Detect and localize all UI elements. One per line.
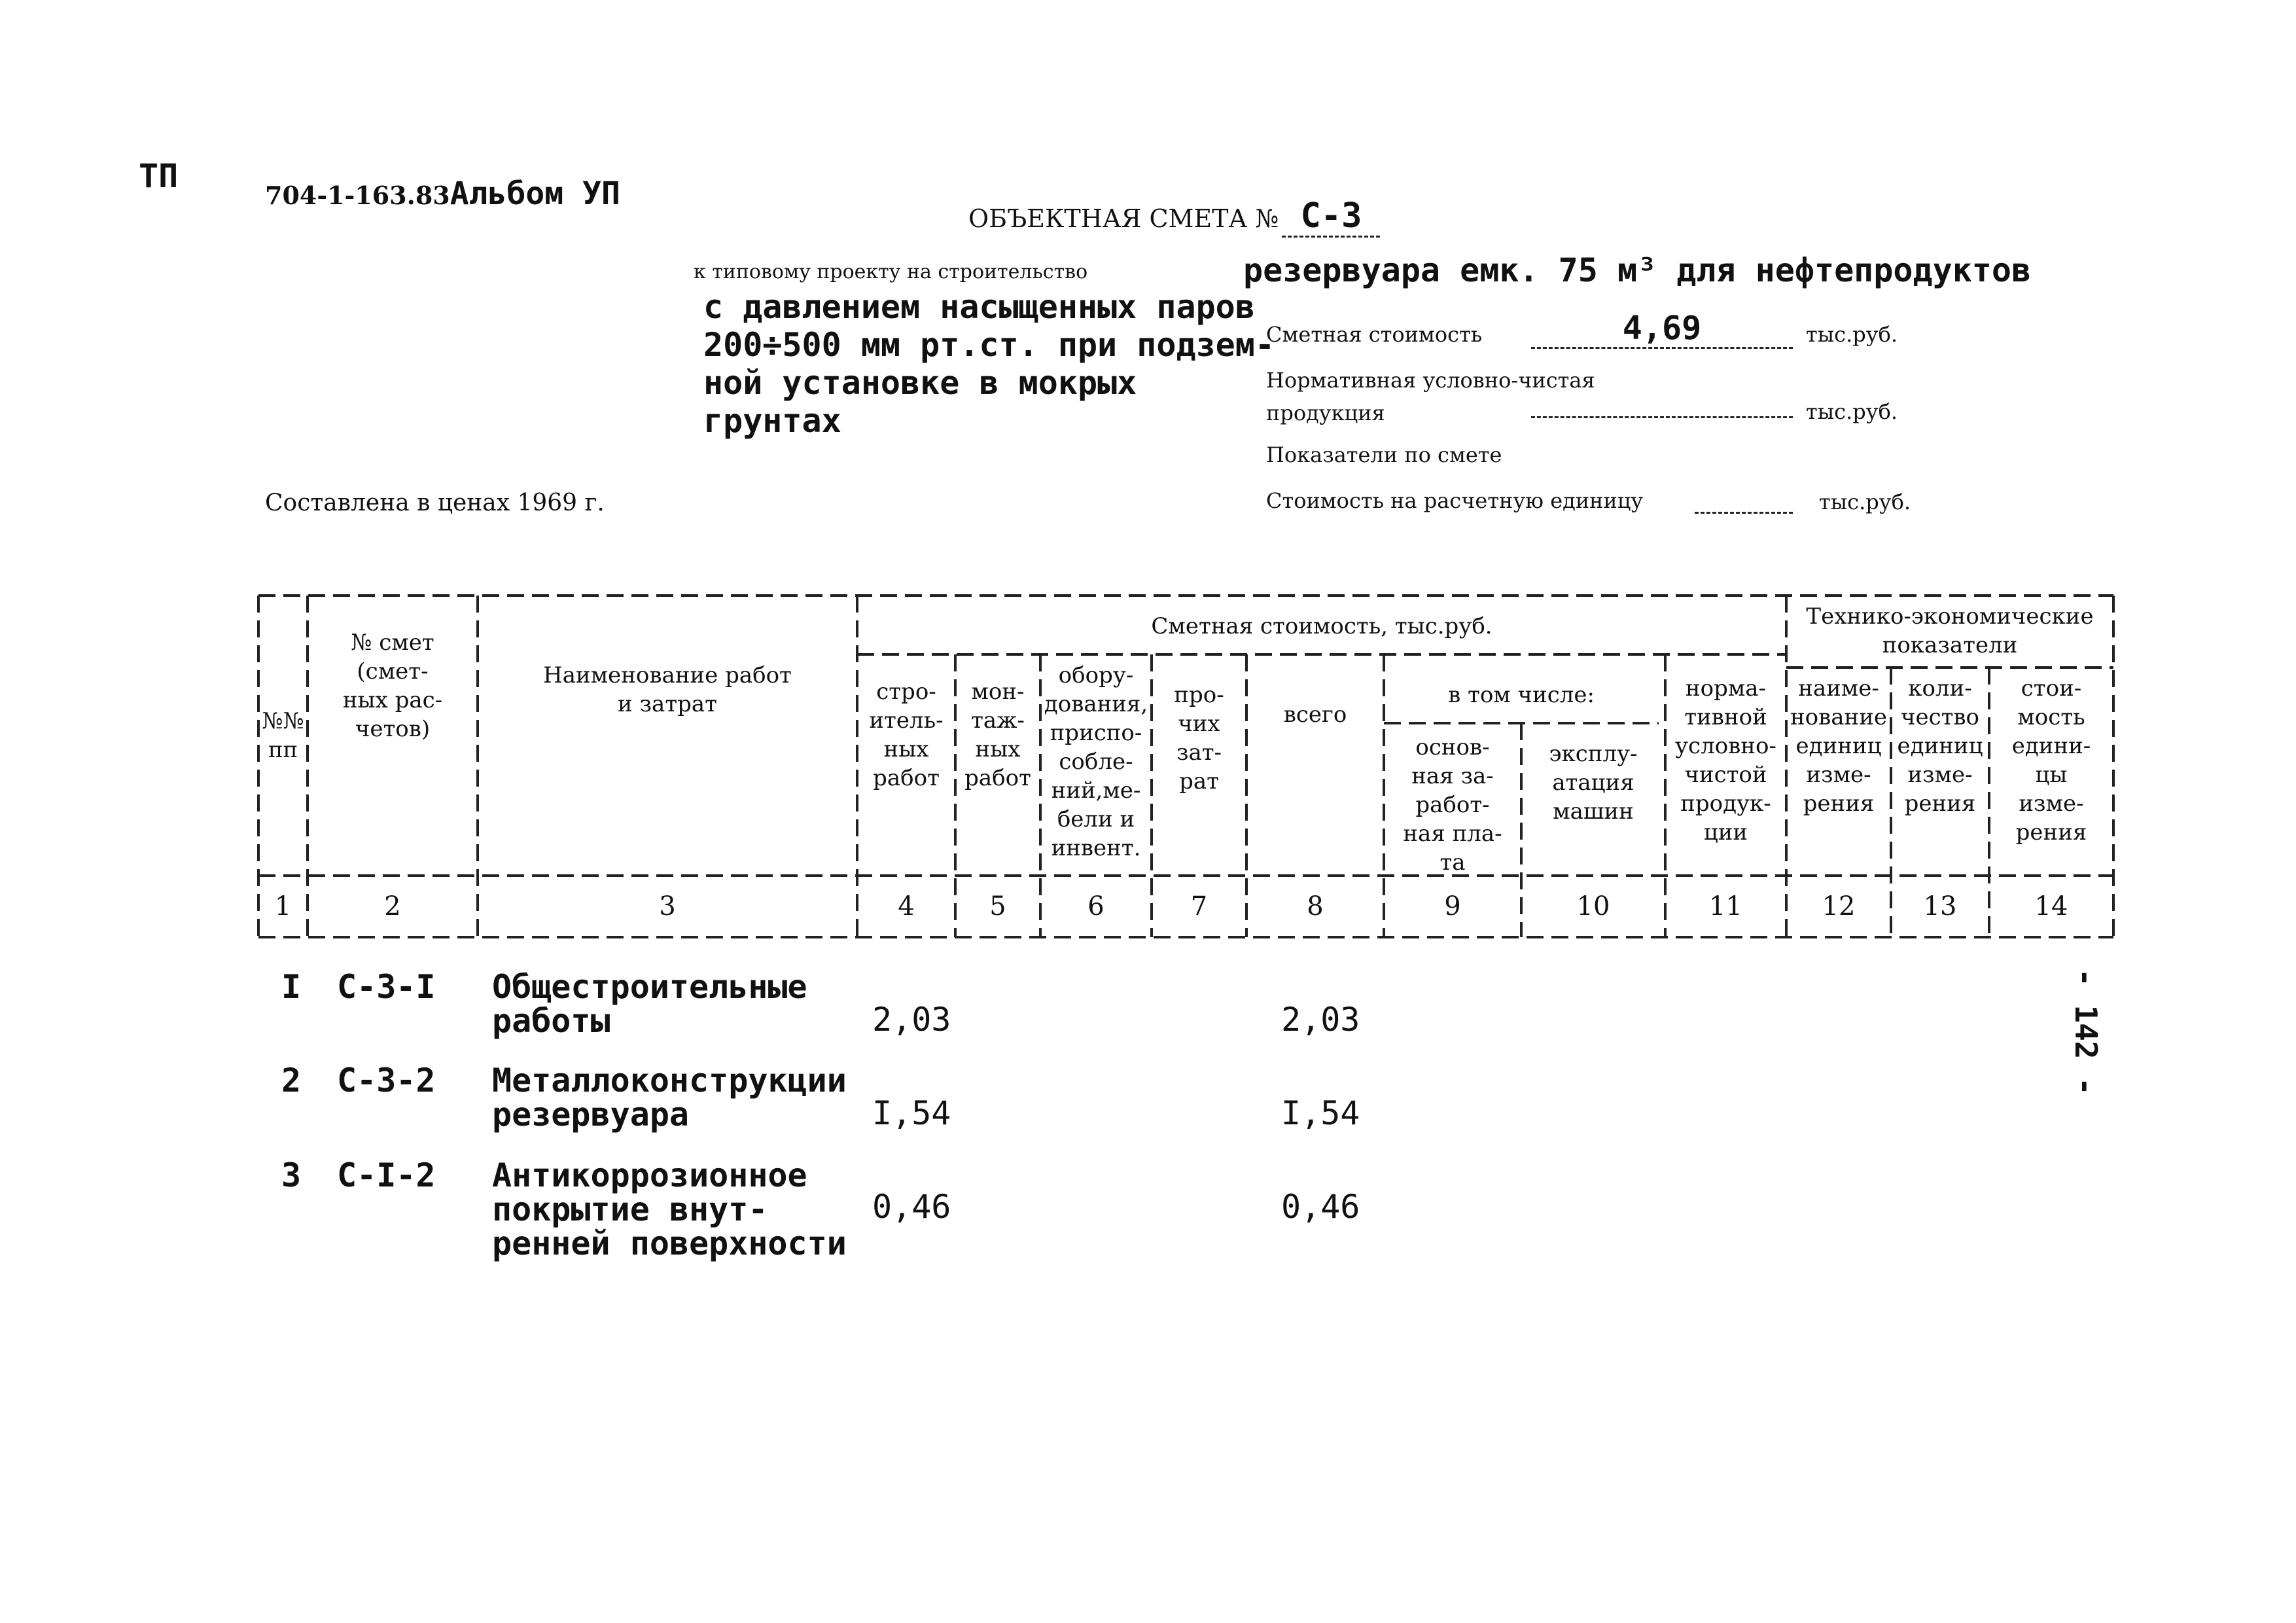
cost-value: 4,69 (1531, 309, 1793, 349)
col-header-10: эксплу- атация машин (1549, 741, 1638, 825)
smeta-number: С-3 (1282, 196, 1380, 238)
col-header-7: про- чих зат- рат (1174, 682, 1224, 794)
col-header-8: всего (1283, 702, 1347, 728)
row-name: Общестроительные работы (492, 968, 807, 1040)
indicators-label: Показатели по смете (1266, 442, 1502, 467)
group-header-tech: Технико-экономические показатели (1806, 603, 2094, 658)
row-name: Металлоконструкции резервуара (492, 1061, 847, 1133)
page-number: - 142 - (2068, 969, 2104, 1096)
col-header-13: коли- чество единиц изме- рения (1897, 675, 1983, 817)
col-header-6: обору- дования, приспо- собле- ний,ме- бели и инвент. (1044, 662, 1148, 861)
unit-cost-label: Стоимость на расчетную единицу (1266, 488, 1644, 513)
col-number: 3 (659, 891, 676, 921)
row-total: 2,03 (1281, 1001, 1360, 1039)
row-construction-cost: I,54 (872, 1094, 951, 1132)
col-header-5: мон- таж- ных работ (964, 679, 1031, 791)
row-name: Антикоррозионное покрытие внут- ренней поверхности (492, 1156, 847, 1262)
col-number: 5 (989, 891, 1006, 921)
col-header-1: №№ пп (262, 708, 304, 763)
object-description: с давлением насыщенных паров 200÷500 мм рт.ст. при подзем- ной установке в мокрых грунтах (703, 288, 1275, 440)
col-number: 12 (1822, 891, 1856, 921)
row-construction-cost: 2,03 (872, 1001, 951, 1039)
col-header-14: стои- мость едини- цы изме- рения (2011, 675, 2091, 846)
col-number: 8 (1307, 891, 1324, 921)
col-number: 7 (1190, 891, 1208, 921)
col-number: 14 (2034, 891, 2068, 921)
normative-unit: тыс.руб. (1806, 399, 1898, 424)
album-label: Альбом УП (450, 175, 620, 212)
cost-unit: тыс.руб. (1806, 322, 1898, 347)
prices-year: Составлена в ценах 1969 г. (265, 490, 605, 516)
col-header-2: № смет (смет- ных рас- четов) (342, 630, 443, 742)
cost-label: Сметная стоимость (1266, 322, 1483, 347)
col-number: 10 (1576, 891, 1610, 921)
col-number: 4 (898, 891, 915, 921)
doc-marker: ТП (139, 157, 179, 195)
row-total: I,54 (1281, 1094, 1360, 1132)
to-project-label: к типовому проекту на строительство (694, 260, 1088, 283)
group-header-cost: Сметная стоимость, тыс.руб. (1151, 613, 1492, 639)
col-header-11: норма- тивной условно- чистой продук- ции (1675, 675, 1776, 846)
col-header-12: наиме- нование единиц изме- рения (1790, 675, 1887, 817)
col-number: 9 (1444, 891, 1461, 921)
col-number: 1 (274, 891, 292, 921)
row-total: 0,46 (1281, 1188, 1360, 1226)
object-line-1: резервуара емк. 75 м³ для нефтепродуктов (1243, 251, 2032, 289)
col-header-4: стро- итель- ных работ (869, 679, 944, 791)
col-number: 13 (1923, 891, 1957, 921)
col-number: 2 (384, 891, 401, 921)
col-number: 6 (1087, 891, 1104, 921)
row-code: С-I-2 (337, 1156, 436, 1194)
unit-cost-unit: тыс.руб. (1819, 490, 1911, 514)
smeta-title-text: ОБЪЕКТНАЯ СМЕТА № (968, 204, 1279, 233)
normative-label: Нормативная условно-чистая продукция (1266, 368, 1595, 425)
row-code: С-3-2 (337, 1061, 436, 1099)
row-number: 2 (281, 1061, 302, 1099)
row-number: I (281, 968, 302, 1006)
group-header-including: в том числе: (1448, 682, 1595, 708)
col-header-3: Наименование работ и затрат (543, 662, 792, 717)
col-number: 11 (1709, 891, 1742, 921)
project-code: 704-1-163.83 (265, 181, 450, 210)
col-header-9: основ- ная за- работ- ная пла- та (1403, 734, 1502, 876)
row-construction-cost: 0,46 (872, 1188, 951, 1226)
row-number: 3 (281, 1156, 302, 1194)
row-code: С-3-I (337, 968, 436, 1006)
